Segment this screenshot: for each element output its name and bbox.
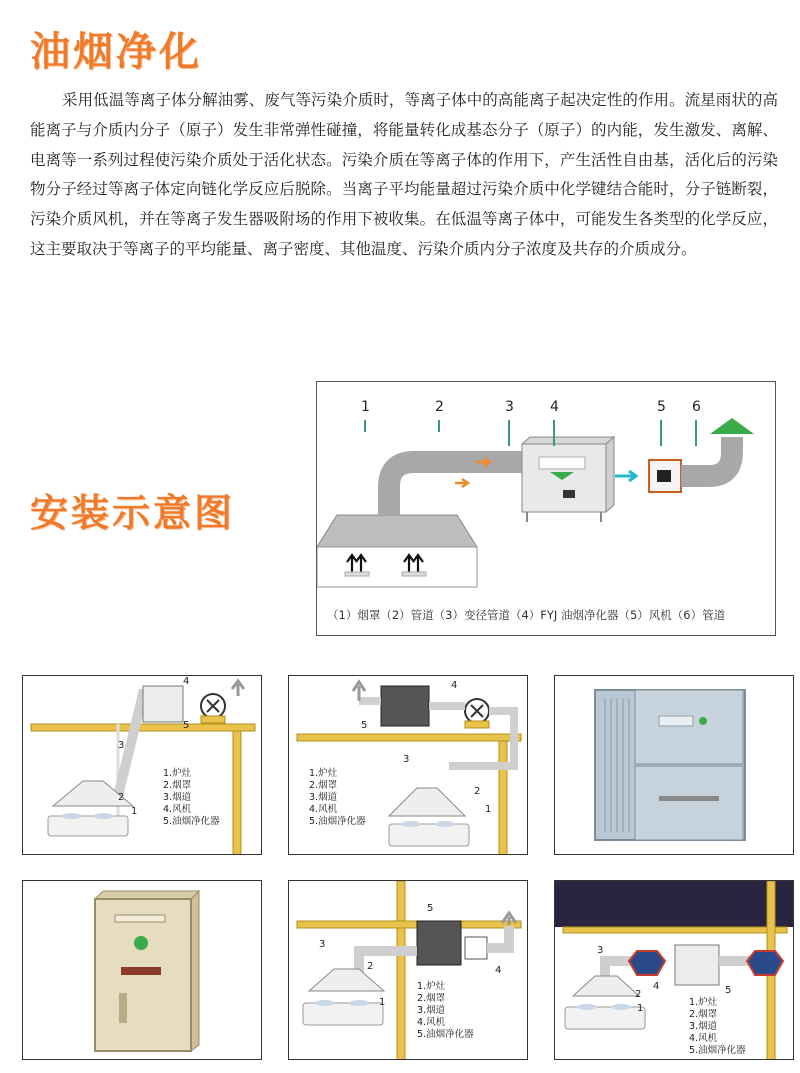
marker-number: 5 — [427, 903, 434, 914]
legend-item: 2.烟罩 — [309, 780, 338, 791]
legend-item: 1.炉灶 — [163, 768, 192, 779]
main-diagram-legend: （1）烟罩（2）管道（3）变径管道（4）FYJ 油烟净化器（5）风机（6）管道 — [327, 608, 726, 622]
fan-icon — [629, 951, 665, 975]
install-panel-ceiling — [22, 675, 262, 855]
ceiling-slab — [555, 881, 794, 927]
marker-number: 1 — [379, 997, 386, 1008]
legend-item: 5.油烟净化器 — [163, 816, 220, 827]
legend-item: 2.烟罩 — [163, 780, 192, 791]
marker-number: 4 — [495, 965, 502, 976]
hood-shape — [389, 788, 465, 816]
outlet-duct — [681, 437, 732, 476]
purifier-cabinet — [381, 686, 429, 726]
panel-illustration — [555, 881, 794, 1060]
cabinet-illustration — [555, 676, 794, 855]
marker-number: 3 — [118, 740, 125, 751]
brick-beam — [31, 724, 255, 731]
marker-number: 1 — [131, 806, 138, 817]
hood-opening — [317, 547, 477, 587]
marker-number: 2 — [635, 989, 642, 1000]
stove — [565, 1007, 645, 1029]
install-legend — [163, 768, 220, 828]
marker-number: 6 — [692, 399, 701, 415]
install-panel-wall-through — [288, 880, 528, 1060]
panel-illustration — [289, 881, 528, 1060]
purifier-cabinet — [522, 437, 614, 522]
stove — [303, 1003, 383, 1025]
main-diagram-illustration — [317, 382, 777, 637]
flow-arrow-icon — [615, 471, 636, 481]
marker-number: 2 — [474, 786, 481, 797]
marker-number: 1 — [361, 399, 370, 415]
legend-item: 5.油烟净化器 — [417, 1029, 474, 1040]
marker-number: 3 — [319, 939, 326, 950]
section-title-installation-diagram: 安装示意图 — [30, 491, 236, 535]
install-legend — [417, 981, 474, 1041]
marker-number: 3 — [403, 754, 410, 765]
brick-wall — [397, 881, 405, 921]
duct-pipe — [389, 462, 532, 515]
marker-number: 4 — [451, 680, 458, 691]
install-panel-roof — [288, 675, 528, 855]
legend-item: 2.烟罩 — [417, 993, 446, 1004]
flow-arrow-icon — [455, 479, 468, 487]
legend-item: 4.风机 — [689, 1033, 718, 1044]
install-legend — [309, 768, 366, 828]
legend-item: 1.炉灶 — [309, 768, 338, 779]
product-photo-purifier-gray — [554, 675, 794, 855]
section-title-oil-fume-purification: 油烟净化 — [30, 29, 202, 75]
stove — [389, 824, 469, 846]
fan-unit — [465, 937, 487, 959]
brick-beam — [297, 921, 521, 928]
marker-number: 4 — [183, 676, 190, 687]
legend-item: 2.烟罩 — [689, 1009, 718, 1020]
legend-item: 5.油烟净化器 — [309, 816, 366, 827]
legend-item: 1.炉灶 — [417, 981, 446, 992]
marker-number: 5 — [657, 399, 666, 415]
panel-illustration — [289, 676, 528, 855]
intro-paragraph: 采用低温等离子体分解油雾、废气等污染介质时，等离子体中的高能离子起决定性的作用。流星雨状的高能离子与介质内分子（原子）发生非常弹性碰撞，将能量转化成基态分子（原子）的内能，发生激发、离解、电离等一系列过程使污染介质处于活化状态。污染介质在等离子体的作用下，产生活性自由基，活化后的污染物分子经过等离子体定向链化学反应后脱除。当离子平均能量超过污染介质中化学键结合能时，分子链断裂，污染介质风机，并在等离子发生器吸附场的作用下被收集。在低温等离子体中，可能发生各类型的化学反应，这主要取决于等离子的平均能量、离子密度、其他温度、污染介质内分子浓度及共存的介质成分。 — [30, 91, 778, 258]
marker-number: 2 — [435, 399, 444, 415]
install-panel-dual-fan — [554, 880, 794, 1060]
install-legend — [689, 997, 746, 1057]
brick-wall — [233, 731, 241, 855]
marker-number: 3 — [597, 945, 604, 956]
marker-number: 5 — [361, 720, 368, 731]
marker-number: 5 — [183, 720, 190, 731]
fan-unit — [649, 460, 681, 492]
brick-beam — [297, 734, 521, 741]
exhaust-arrow-icon — [232, 681, 244, 696]
legend-item: 5.油烟净化器 — [689, 1045, 746, 1056]
purifier-cabinet — [143, 686, 183, 722]
marker-number: 5 — [725, 985, 732, 996]
marker-number: 4 — [550, 399, 559, 415]
product-photo-purifier-beige — [22, 880, 262, 1060]
legend-item: 4.风机 — [163, 804, 192, 815]
legend-item: 4.风机 — [417, 1017, 446, 1028]
panel-illustration — [23, 676, 262, 855]
purifier-cabinet — [417, 921, 461, 965]
brick-wall — [499, 741, 507, 855]
legend-item: 3.烟道 — [689, 1021, 718, 1032]
cabinet-illustration — [23, 881, 262, 1060]
marker-number: 2 — [118, 792, 125, 803]
brick-beam — [563, 927, 787, 933]
legend-item: 3.烟道 — [309, 792, 338, 803]
legend-item: 1.炉灶 — [689, 997, 718, 1008]
marker-number: 1 — [637, 1003, 644, 1014]
hood-shape — [317, 515, 477, 547]
legend-item: 3.烟道 — [417, 1005, 446, 1016]
legend-item: 4.风机 — [309, 804, 338, 815]
hood-shape — [309, 969, 384, 991]
marker-number: 2 — [367, 961, 374, 972]
fan-icon — [747, 951, 783, 975]
hood-shape — [573, 976, 639, 996]
stove — [48, 816, 128, 836]
main-installation-diagram — [316, 381, 776, 636]
marker-number: 1 — [485, 804, 492, 815]
exhaust-arrow-icon — [710, 418, 754, 434]
purifier-cabinet — [675, 945, 719, 985]
marker-number: 4 — [653, 981, 660, 992]
legend-item: 3.烟道 — [163, 792, 192, 803]
marker-number: 3 — [505, 399, 514, 415]
